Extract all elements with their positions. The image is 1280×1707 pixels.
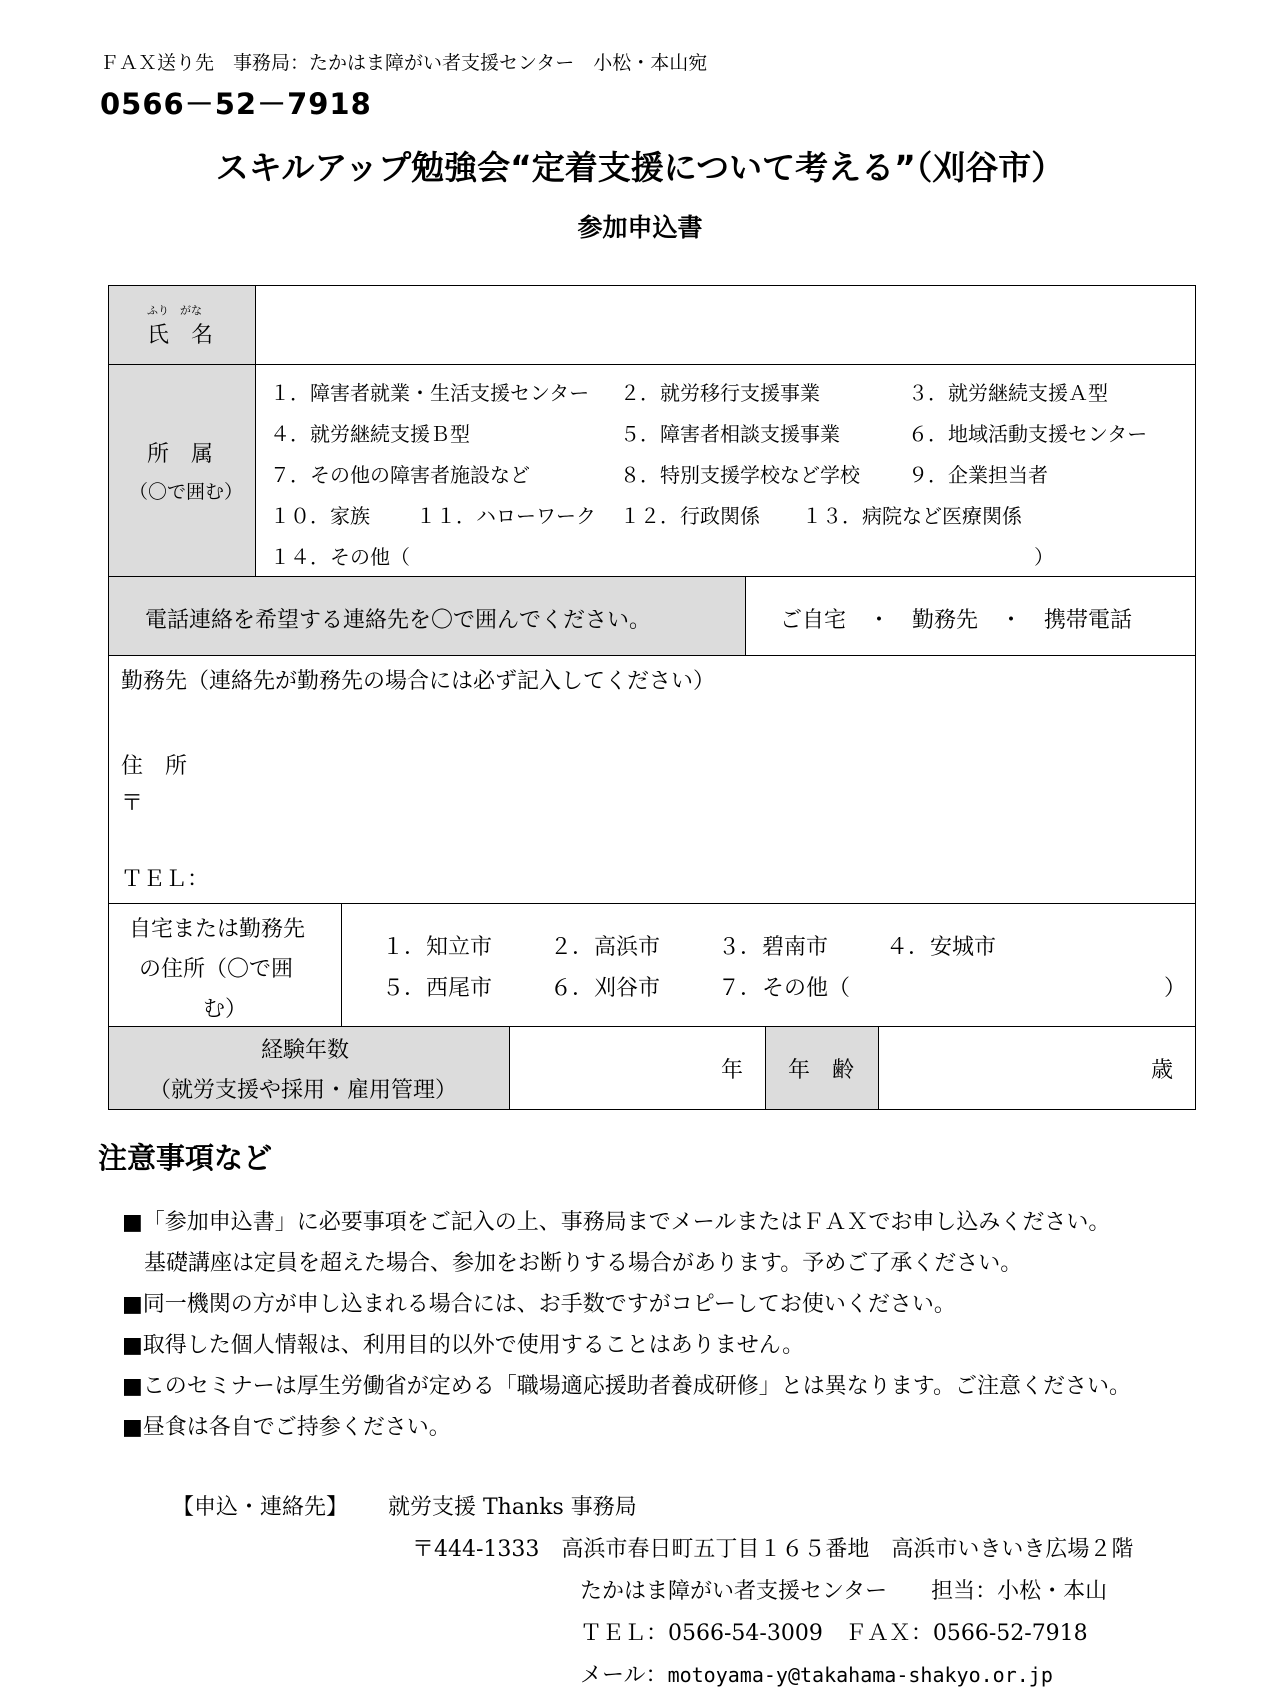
name-field[interactable] <box>255 286 1195 364</box>
city-option[interactable]: １．知立市 <box>382 935 493 960</box>
fax-recipient: ＦＡＸ送り先 事務局：たかはま障がい者支援センター 小松・本山宛 <box>100 52 708 74</box>
city-option[interactable]: ７．その他（ <box>718 976 851 1001</box>
affiliation-option[interactable]: １３．病院など医療関係 <box>802 504 1022 528</box>
workplace-cell[interactable] <box>109 655 1195 903</box>
application-form <box>108 285 1196 1110</box>
residence-label-cell <box>109 903 341 1026</box>
experience-label: 経験年数 <box>261 1038 350 1063</box>
phone-prompt-cell <box>109 576 745 655</box>
notes-heading: 注意事項など <box>98 1141 273 1175</box>
affiliation-option[interactable]: ９．企業担当者 <box>908 463 1048 487</box>
affiliation-option[interactable]: １４．その他（ <box>270 545 410 569</box>
age-field[interactable] <box>878 1026 1195 1109</box>
name-label-cell <box>109 286 255 364</box>
name-label: 氏 名 <box>147 323 214 348</box>
postal-mark: 〒 <box>121 791 144 816</box>
workplace-label: 勤務先（連絡先が勤務先の場合には必ず記入してください） <box>121 669 716 694</box>
address-label: 住 所 <box>121 754 188 779</box>
affiliation-label-cell <box>109 364 255 576</box>
city-option[interactable]: ３．碧南市 <box>718 935 829 960</box>
phone-prompt: 電話連絡を希望する連絡先を〇で囲んでください。 <box>145 608 652 633</box>
page-title: スキルアップ勉強会“定着支援について考える”（刈谷市） <box>215 148 1065 187</box>
affiliation-label: 所 属 <box>147 442 214 467</box>
residence-label: 自宅または勤務先 <box>129 917 306 942</box>
residence-options <box>341 903 1195 1026</box>
affiliation-option[interactable]: ７．その他の障害者施設など <box>270 463 530 487</box>
city-option[interactable]: ２．高浜市 <box>550 935 661 960</box>
form-subtitle: 参加申込書 <box>577 213 703 242</box>
phone-options-cell[interactable] <box>745 576 1195 655</box>
affiliation-option[interactable]: １１．ハローワーク <box>416 504 596 528</box>
affiliation-option[interactable]: ４．就労継続支援Ｂ型 <box>270 422 470 446</box>
residence-label: の住所（〇で囲 <box>139 957 294 982</box>
city-option[interactable]: ５．西尾市 <box>382 976 493 1001</box>
age-label-cell <box>765 1026 878 1109</box>
affiliation-option[interactable]: ２．就労移行支援事業 <box>620 381 820 405</box>
affiliation-option[interactable]: ８．特別支援学校など学校 <box>620 463 860 487</box>
affiliation-option[interactable]: １０．家族 <box>270 504 370 528</box>
affiliation-option[interactable]: ５．障害者相談支援事業 <box>620 422 840 446</box>
fax-number: 0566－52－7918 <box>100 87 372 121</box>
mail-label: メール： <box>580 1663 668 1688</box>
city-option[interactable]: ６．刈谷市 <box>550 976 661 1001</box>
note-item: ■「参加申込書」に必要事項をご記入の上、事務局までメールまたはＦＡＸでお申し込みください。 <box>122 1210 1111 1235</box>
affiliation-options <box>255 364 1195 576</box>
contact-address: 〒444-1333 高浜市春日町五丁目１６５番地 高浜市いきいき広場２階 <box>412 1537 1134 1562</box>
mail-address[interactable]: motoyama-y@takahama-shakyo.or.jp <box>667 1663 1053 1687</box>
contact-center: たかはま障がい者支援センター 担当：小松・本山 <box>580 1579 1108 1604</box>
affiliation-option[interactable]: ６．地域活動支援センター <box>908 422 1148 446</box>
year-unit: 年 <box>720 1058 743 1083</box>
contact-label: 【申込・連絡先】 <box>172 1495 349 1520</box>
experience-field[interactable] <box>509 1026 765 1109</box>
affiliation-other-close: ） <box>1034 545 1054 569</box>
note-item: ■昼食は各自でご持参ください。 <box>122 1415 451 1440</box>
city-option[interactable]: ４．安城市 <box>886 935 997 960</box>
affiliation-note: （〇で囲む） <box>129 481 244 503</box>
age-unit: 歳 <box>1150 1058 1173 1083</box>
note-item: ■同一機関の方が申し込まれる場合には、お手数ですがコピーしてお使いください。 <box>122 1292 956 1317</box>
affiliation-option[interactable]: １２．行政関係 <box>620 504 760 528</box>
phone-options[interactable]: ご自宅 ・ 勤務先 ・ 携帯電話 <box>780 608 1133 633</box>
contact-mail <box>580 1658 1053 1689</box>
note-item: ■このセミナーは厚生労働省が定める「職場適応援助者養成研修」とは異なります。ご注意ください。 <box>122 1374 1132 1399</box>
note-item: ■取得した個人情報は、利用目的以外で使用することはありません。 <box>122 1333 805 1358</box>
residence-label: む） <box>203 997 248 1022</box>
name-ruby: ふり がな <box>147 304 202 317</box>
contact-org: 就労支援 Thanks 事務局 <box>388 1495 637 1520</box>
affiliation-option[interactable]: ３．就労継続支援Ａ型 <box>908 381 1108 405</box>
tel-label: ＴＥＬ： <box>121 867 210 892</box>
experience-label-cell <box>109 1026 509 1109</box>
contact-tel-fax: ＴＥＬ：0566-54-3009 ＦＡＸ：0566-52-7918 <box>580 1621 1088 1646</box>
age-label: 年 齢 <box>788 1058 855 1083</box>
city-other-close: ） <box>1164 976 1187 1001</box>
affiliation-option[interactable]: １．障害者就業・生活支援センター <box>270 381 590 405</box>
experience-note: （就労支援や採用・雇用管理） <box>149 1078 458 1103</box>
note-item: 基礎講座は定員を超えた場合、参加をお断りする場合があります。予めご了承ください。 <box>122 1251 1023 1276</box>
